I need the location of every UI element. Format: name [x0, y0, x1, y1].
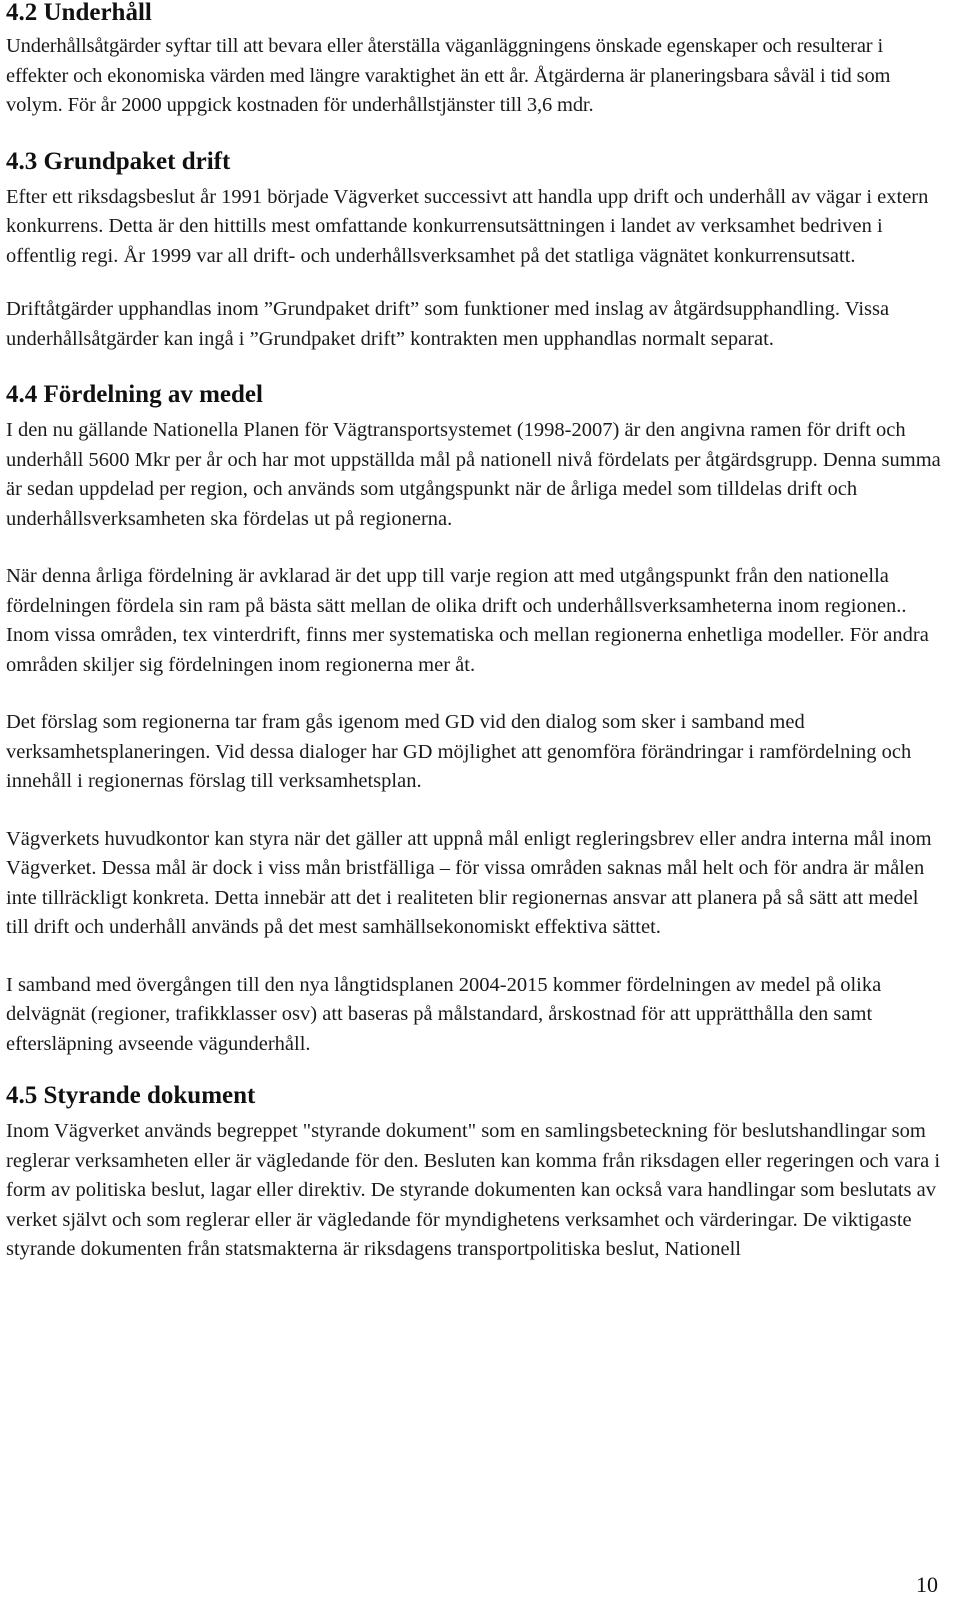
section-heading-4-5: 4.5 Styrande dokument — [6, 1082, 256, 1109]
section-4-2-paragraph-1: Underhållsåtgärder syftar till att bevara eller återställa väganläggningens önskade egenskaper och resulterar i effekter och ekonomiska värden med längre varaktighet än ett år. Åtgärderna är planeringsbara såväl i tid som volym. För år 2000 uppgick kostnaden för underhållstjänster till 3,6 mdr. — [6, 35, 891, 116]
section-4-4-paragraph-4: Vägverkets huvudkontor kan styra när det gäller att uppnå mål enligt regleringsbrev eller andra interna mål inom Vägverket. Dessa mål är dock i viss mån bristfälliga – för vissa områden saknas mål helt och för andra är målen inte tillräckligt konkreta. Detta innebär att det i realiteten blir regionernas ansvar att planera på så sätt att medel till drift och underhåll används på det mest samhällsekonomiskt effektiva sättet. — [6, 827, 932, 938]
section-4-4-paragraph-1: I den nu gällande Nationella Planen för Vägtransportsystemet (1998-2007) är den angivna ramen för drift och underhåll 5600 Mkr per år och har mot uppställda mål på nationell nivå fördelats per åtgärdsgrupp. Denna summa är sedan uppdelad per region, och används som utgångspunkt när de årliga medel som tilldelas drift och underhållsverksamheten ska fördelas ut på regionerna. — [6, 419, 941, 530]
section-heading-4-2: 4.2 Underhåll — [6, 0, 152, 26]
section-4-3-paragraph-1: Efter ett riksdagsbeslut år 1991 började Vägverket successivt att handla upp drift och underhåll av vägar i extern konkurrens. Detta är den hittills mest omfattande konkurrensutsättningen i landet av verksamhet bedriven i offentlig regi. År 1999 var all drift- och underhållsverksamhet på det statliga vägnätet konkurrensutsatt. — [6, 185, 929, 267]
section-4-4-paragraph-5: I samband med övergången till den nya långtidsplanen 2004-2015 kommer fördelningen av medel på olika delvägnät (regioner, trafikklasser osv) att baseras på målstandard, årskostnad för att upprätthålla den samt eftersläpning avseende vägunderhåll. — [6, 973, 882, 1055]
document-page — [6, 0, 946, 1265]
section-4-3-paragraph-2: Driftåtgärder upphandlas inom ”Grundpaket drift” som funktioner med inslag av åtgärdsupphandling. Vissa underhållsåtgärder kan ingå i ”Grundpaket drift” kontrakten men upphandlas normalt separat. — [6, 298, 890, 350]
page-number: 10 — [916, 1572, 938, 1597]
section-heading-4-3: 4.3 Grundpaket drift — [6, 147, 231, 175]
section-heading-4-4: 4.4 Fördelning av medel — [6, 381, 263, 408]
section-4-5-paragraph-1: Inom Vägverket används begreppet "styrande dokument" som en samlingsbeteckning för beslutshandlingar som reglerar verksamheten eller är vägledande för den. Besluten kan komma från riksdagen eller regeringen och vara i form av politiska beslut, lagar eller direktiv. De styrande dokumenten kan också vara handlingar som beslutats av verket självt och som reglerar eller är vägledande för myndighetens verksamhet och värderingar. De viktigaste styrande dokumenten från statsmakterna är riksdagens transportpolitiska beslut, Nationell — [6, 1120, 941, 1260]
section-4-4-paragraph-2: När denna årliga fördelning är avklarad är det upp till varje region att med utgångspunkt från den nationella fördelningen fördela sin ram på bästa sätt mellan de olika drift och underhållsverksamheterna inom regionen.. Inom vissa områden, tex vinterdrift, finns mer systematiska och mellan regionerna enhetliga modeller. För andra områden skiljer sig fördelningen inom regionerna mer åt. — [6, 565, 929, 676]
section-4-4-paragraph-3: Det förslag som regionerna tar fram gås igenom med GD vid den dialog som sker i samband med verksamhetsplaneringen. Vid dessa dialoger har GD möjlighet att genomföra förändringar i ramfördelning och innehåll i regionernas förslag till verksamhetsplan. — [6, 711, 912, 792]
